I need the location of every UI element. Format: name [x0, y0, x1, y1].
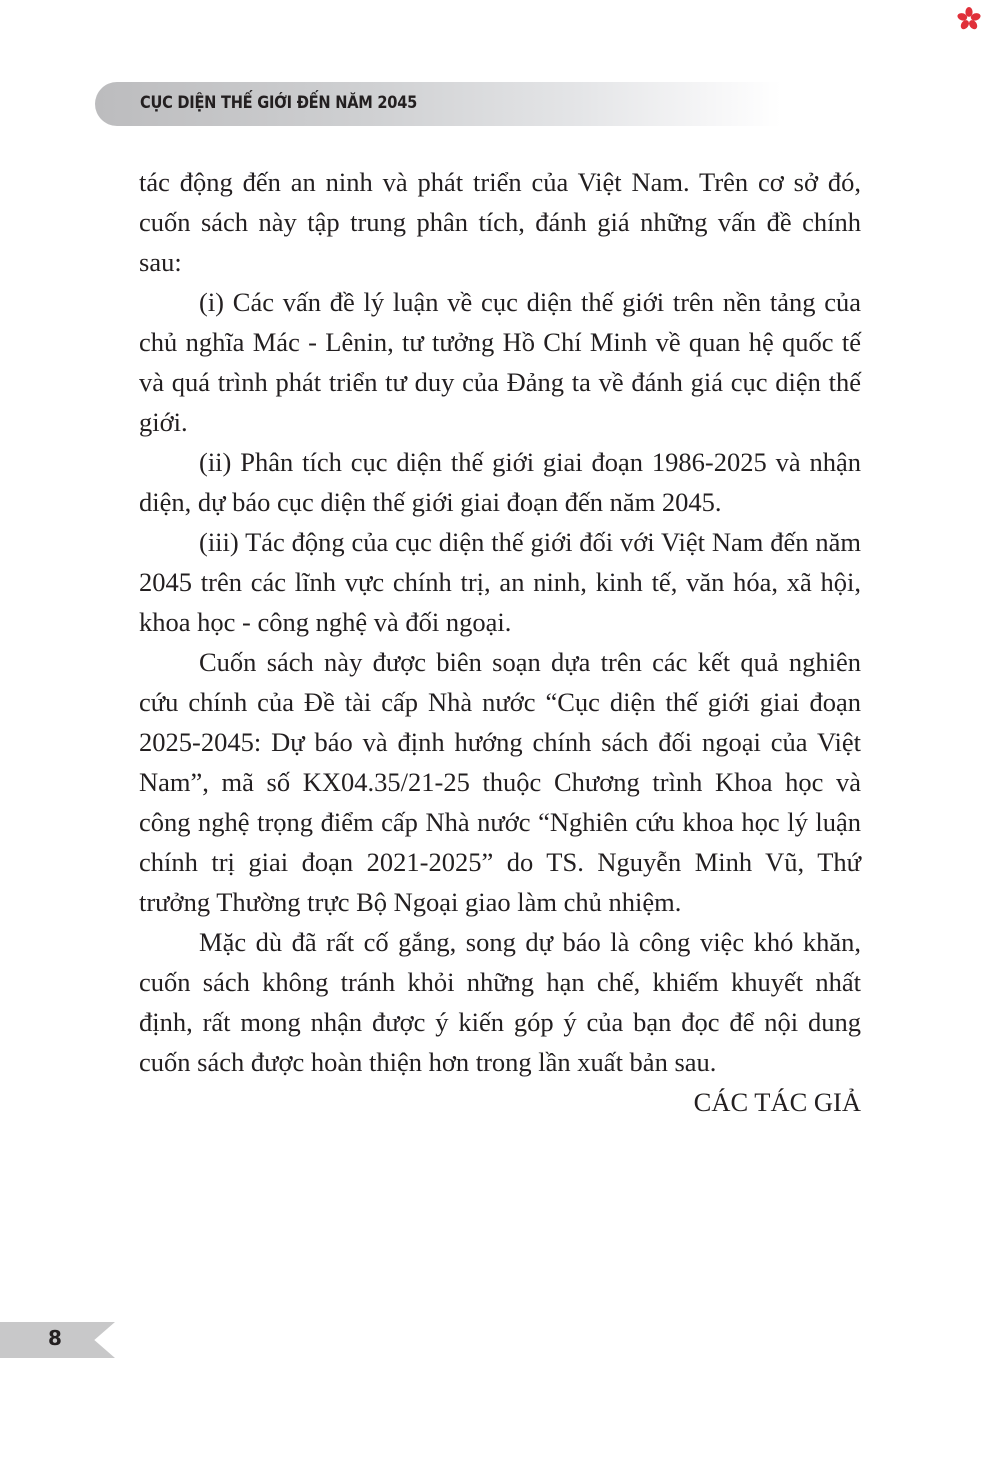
page-body	[139, 162, 861, 1122]
paragraph-item-iii: (iii) Tác động của cục diện thế giới đối với Việt Nam đến năm 2045 trên các lĩnh vực chính trị, an ninh, kinh tế, văn hóa, xã hội, khoa học - công nghệ và đối ngoại.	[139, 527, 861, 637]
paragraph-item-ii: (ii) Phân tích cục diện thế giới giai đoạn 1986-2025 và nhận diện, dự báo cục diện thế giới giai đoạn đến năm 2045.	[139, 447, 861, 517]
paragraph-item-i: (i) Các vấn đề lý luận về cục diện thế giới trên nền tảng của chủ nghĩa Mác - Lênin, tư tưởng Hồ Chí Minh về quan hệ quốc tế và quá trình phát triển tư duy của Đảng ta về đánh giá cục diện thế giới.	[139, 287, 861, 437]
paragraph-closing: Mặc dù đã rất cố gắng, song dự báo là công việc khó khăn, cuốn sách không tránh khỏi những hạn chế, khiếm khuyết nhất định, rất mong nhận được ý kiến góp ý của bạn đọc để nội dung cuốn sách được hoàn thiện hơn trong lần xuất bản sau.	[139, 927, 861, 1077]
authors-signature: CÁC TÁC GIẢ	[693, 1087, 861, 1117]
flower-logo-icon	[957, 7, 981, 31]
paragraph-source: Cuốn sách này được biên soạn dựa trên các kết quả nghiên cứu chính của Đề tài cấp Nhà nước “Cục diện thế giới giai đoạn 2025-2045: Dự báo và định hướng chính sách đối ngoại của Việt Nam”, mã số KX04.35/21-25 thuộc Chương trình Khoa học và công nghệ trọng điểm cấp Nhà nước “Nghiên cứu khoa học lý luận chính trị giai đoạn 2021-2025” do TS. Nguyễn Minh Vũ, Thứ trưởng Thường trực Bộ Ngoại giao làm chủ nhiệm.	[139, 647, 861, 917]
page-number: 8	[48, 1326, 62, 1350]
running-header-title: CỤC DIỆN THẾ GIỚI ĐẾN NĂM 2045	[140, 93, 418, 113]
paragraph-intro: tác động đến an ninh và phát triển của Việt Nam. Trên cơ sở đó, cuốn sách này tập trung phân tích, đánh giá những vấn đề chính sau:	[139, 167, 861, 277]
